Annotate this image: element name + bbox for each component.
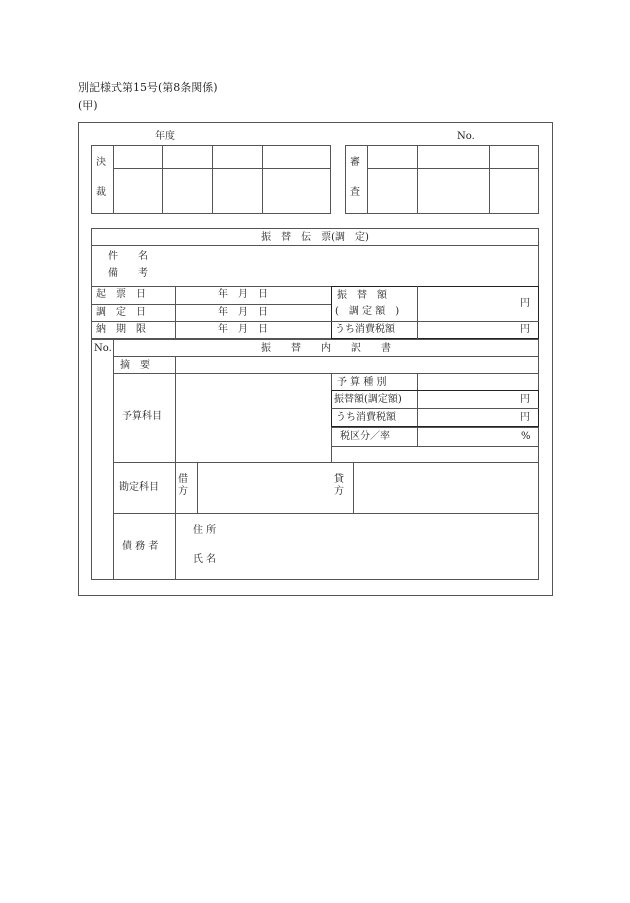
detail-transfer-label: 振替額(調定額) <box>334 394 402 405</box>
fiscal-year-label: 年度 <box>155 131 175 142</box>
tax-rate-percent: % <box>521 431 531 442</box>
transfer-amount-label-2: ( 調 定 額 ) <box>335 306 400 317</box>
debtor-label: 債 務 者 <box>122 541 159 552</box>
determination-date-label: 調 定 日 <box>96 307 146 318</box>
debit-label: 借方 <box>178 474 188 497</box>
form-title: 別記様式第15号(第8条関係) <box>78 81 218 94</box>
detail-transfer-yen: 円 <box>520 394 530 405</box>
form-variant: (甲) <box>78 99 98 112</box>
budget-type-label: 予 算 種 別 <box>337 377 387 388</box>
remarks-label: 備 考 <box>108 268 148 279</box>
details-no-label: No. <box>94 343 112 354</box>
review-label-bottom: 査 <box>350 187 360 198</box>
detail-tax-yen: 円 <box>520 412 530 423</box>
credit-label: 貸方 <box>334 474 344 497</box>
transfer-amount-yen: 円 <box>520 298 530 309</box>
address-label: 住 所 <box>193 525 217 536</box>
issue-date-label: 起 票 日 <box>96 289 146 300</box>
summary-label: 摘 要 <box>120 360 150 371</box>
review-box-right <box>345 145 539 214</box>
determination-date-field: 年 月 日 <box>218 307 268 318</box>
transfer-amount-label-1: 振 替 額 <box>337 290 387 301</box>
approval-no-label: No. <box>457 131 475 142</box>
budget-item-label: 予算科目 <box>122 411 162 422</box>
review-label-top: 審 <box>350 157 360 168</box>
approval-box-left <box>91 145 331 214</box>
details-title: 振 替 内 訳 書 <box>261 343 391 354</box>
subject-label: 件 名 <box>108 251 148 262</box>
tax-amount-yen: 円 <box>520 324 530 335</box>
detail-tax-label: うち消費税額 <box>336 412 396 423</box>
tax-amount-label: うち消費税額 <box>335 324 395 335</box>
approval-label-top: 決 <box>96 157 106 168</box>
tax-class-label: 税区分／率 <box>340 431 390 442</box>
name-label: 氏 名 <box>193 554 217 565</box>
approval-label-bottom: 裁 <box>96 187 106 198</box>
issue-date-field: 年 月 日 <box>218 289 268 300</box>
payment-deadline-field: 年 月 日 <box>218 324 268 335</box>
payment-deadline-label: 納 期 限 <box>96 324 146 335</box>
account-item-label: 勘定科目 <box>119 482 159 493</box>
voucher-title: 振 替 伝 票(調 定) <box>261 232 369 243</box>
